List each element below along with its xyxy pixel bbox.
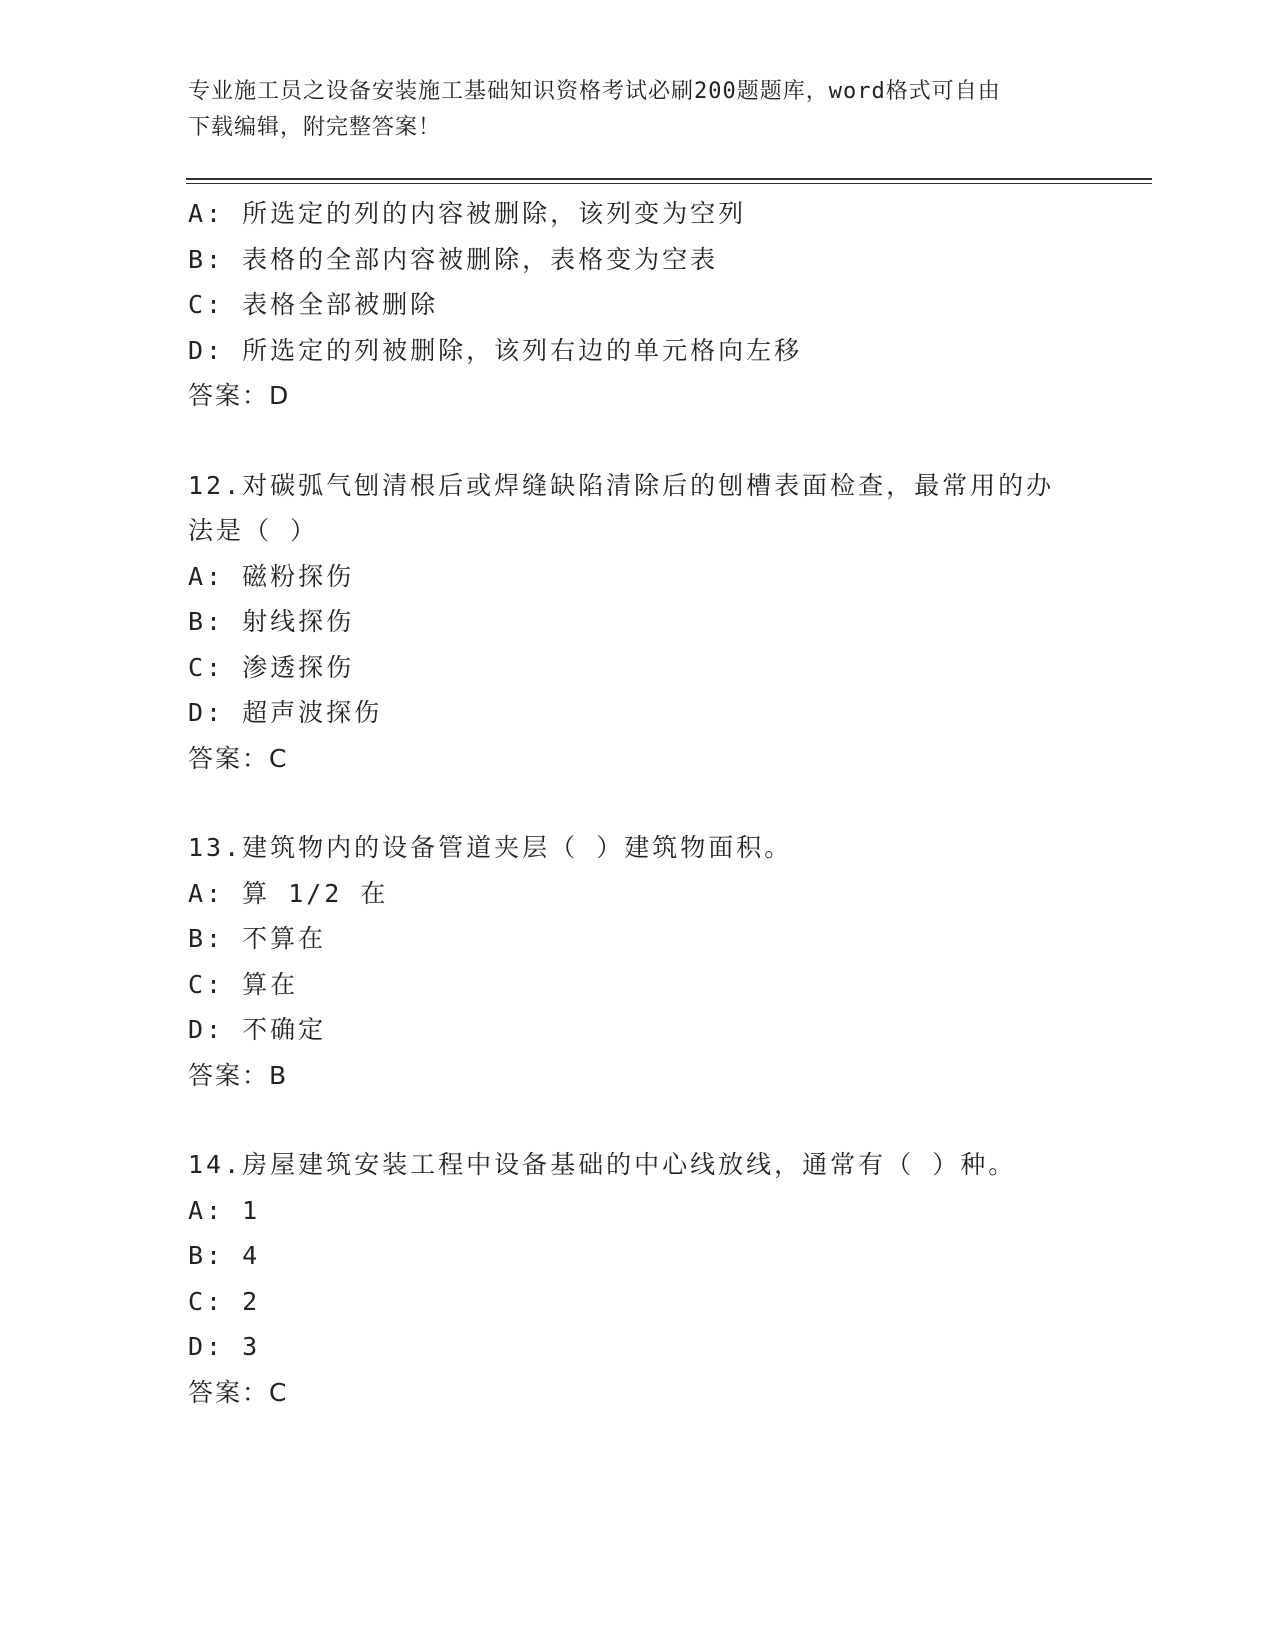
- header-divider-thick: [186, 178, 1152, 180]
- option-c: C: 渗透探伤: [188, 652, 355, 682]
- option-a: A: 磁粉探伤: [188, 561, 355, 591]
- option-b: B: 4: [188, 1241, 261, 1270]
- option-a: A: 所选定的列的内容被删除，该列变为空列: [188, 199, 747, 228]
- spacer: [188, 419, 1088, 463]
- option-d: D: 所选定的列被删除，该列右边的单元格向左移: [188, 335, 803, 365]
- question-stem: 13.建筑物内的设备管道夹层（ ）建筑物面积。: [188, 833, 793, 862]
- question-list: [188, 191, 1088, 1415]
- question-stem-continued: 法是（ ）: [188, 516, 319, 545]
- question-block-continued: [188, 191, 1088, 419]
- option-c: C: 算在: [188, 969, 299, 999]
- answer-line: 答案：D: [188, 381, 291, 410]
- header-divider-thin: [186, 183, 1152, 184]
- option-c: C: 表格全部被删除: [188, 290, 439, 319]
- document-header: [188, 74, 1068, 146]
- question-block-13: [188, 825, 1088, 1098]
- question-stem: 14.房屋建筑安装工程中设备基础的中心线放线，通常有（ ）种。: [188, 1150, 1017, 1179]
- option-c: C: 2: [188, 1286, 261, 1316]
- option-a: A: 算 1/2 在: [188, 878, 389, 908]
- answer-line: 答案：B: [188, 1060, 289, 1090]
- answer-line: 答案：C: [188, 743, 289, 773]
- question-stem: 12.对碳弧气刨清根后或焊缝缺陷清除后的刨槽表面检查，最常用的办: [188, 470, 1055, 500]
- option-d: D: 3: [188, 1332, 261, 1361]
- option-b: B: 不算在: [188, 924, 327, 953]
- question-block-14: [188, 1142, 1088, 1415]
- answer-line: 答案：C: [188, 1377, 289, 1407]
- option-d: D: 超声波探伤: [188, 698, 383, 727]
- option-b: B: 表格的全部内容被删除，表格变为空表: [188, 244, 719, 274]
- option-a: A: 1: [188, 1195, 261, 1225]
- spacer: [188, 781, 1088, 825]
- option-b: B: 射线探伤: [188, 607, 355, 636]
- header-line-2: 下载编辑，附完整答案！: [188, 115, 442, 140]
- question-block-12: [188, 463, 1088, 782]
- spacer: [188, 1098, 1088, 1142]
- option-d: D: 不确定: [188, 1015, 327, 1044]
- header-line-1: 专业施工员之设备安装施工基础知识资格考试必刷200题题库，word格式可自由: [188, 79, 1001, 104]
